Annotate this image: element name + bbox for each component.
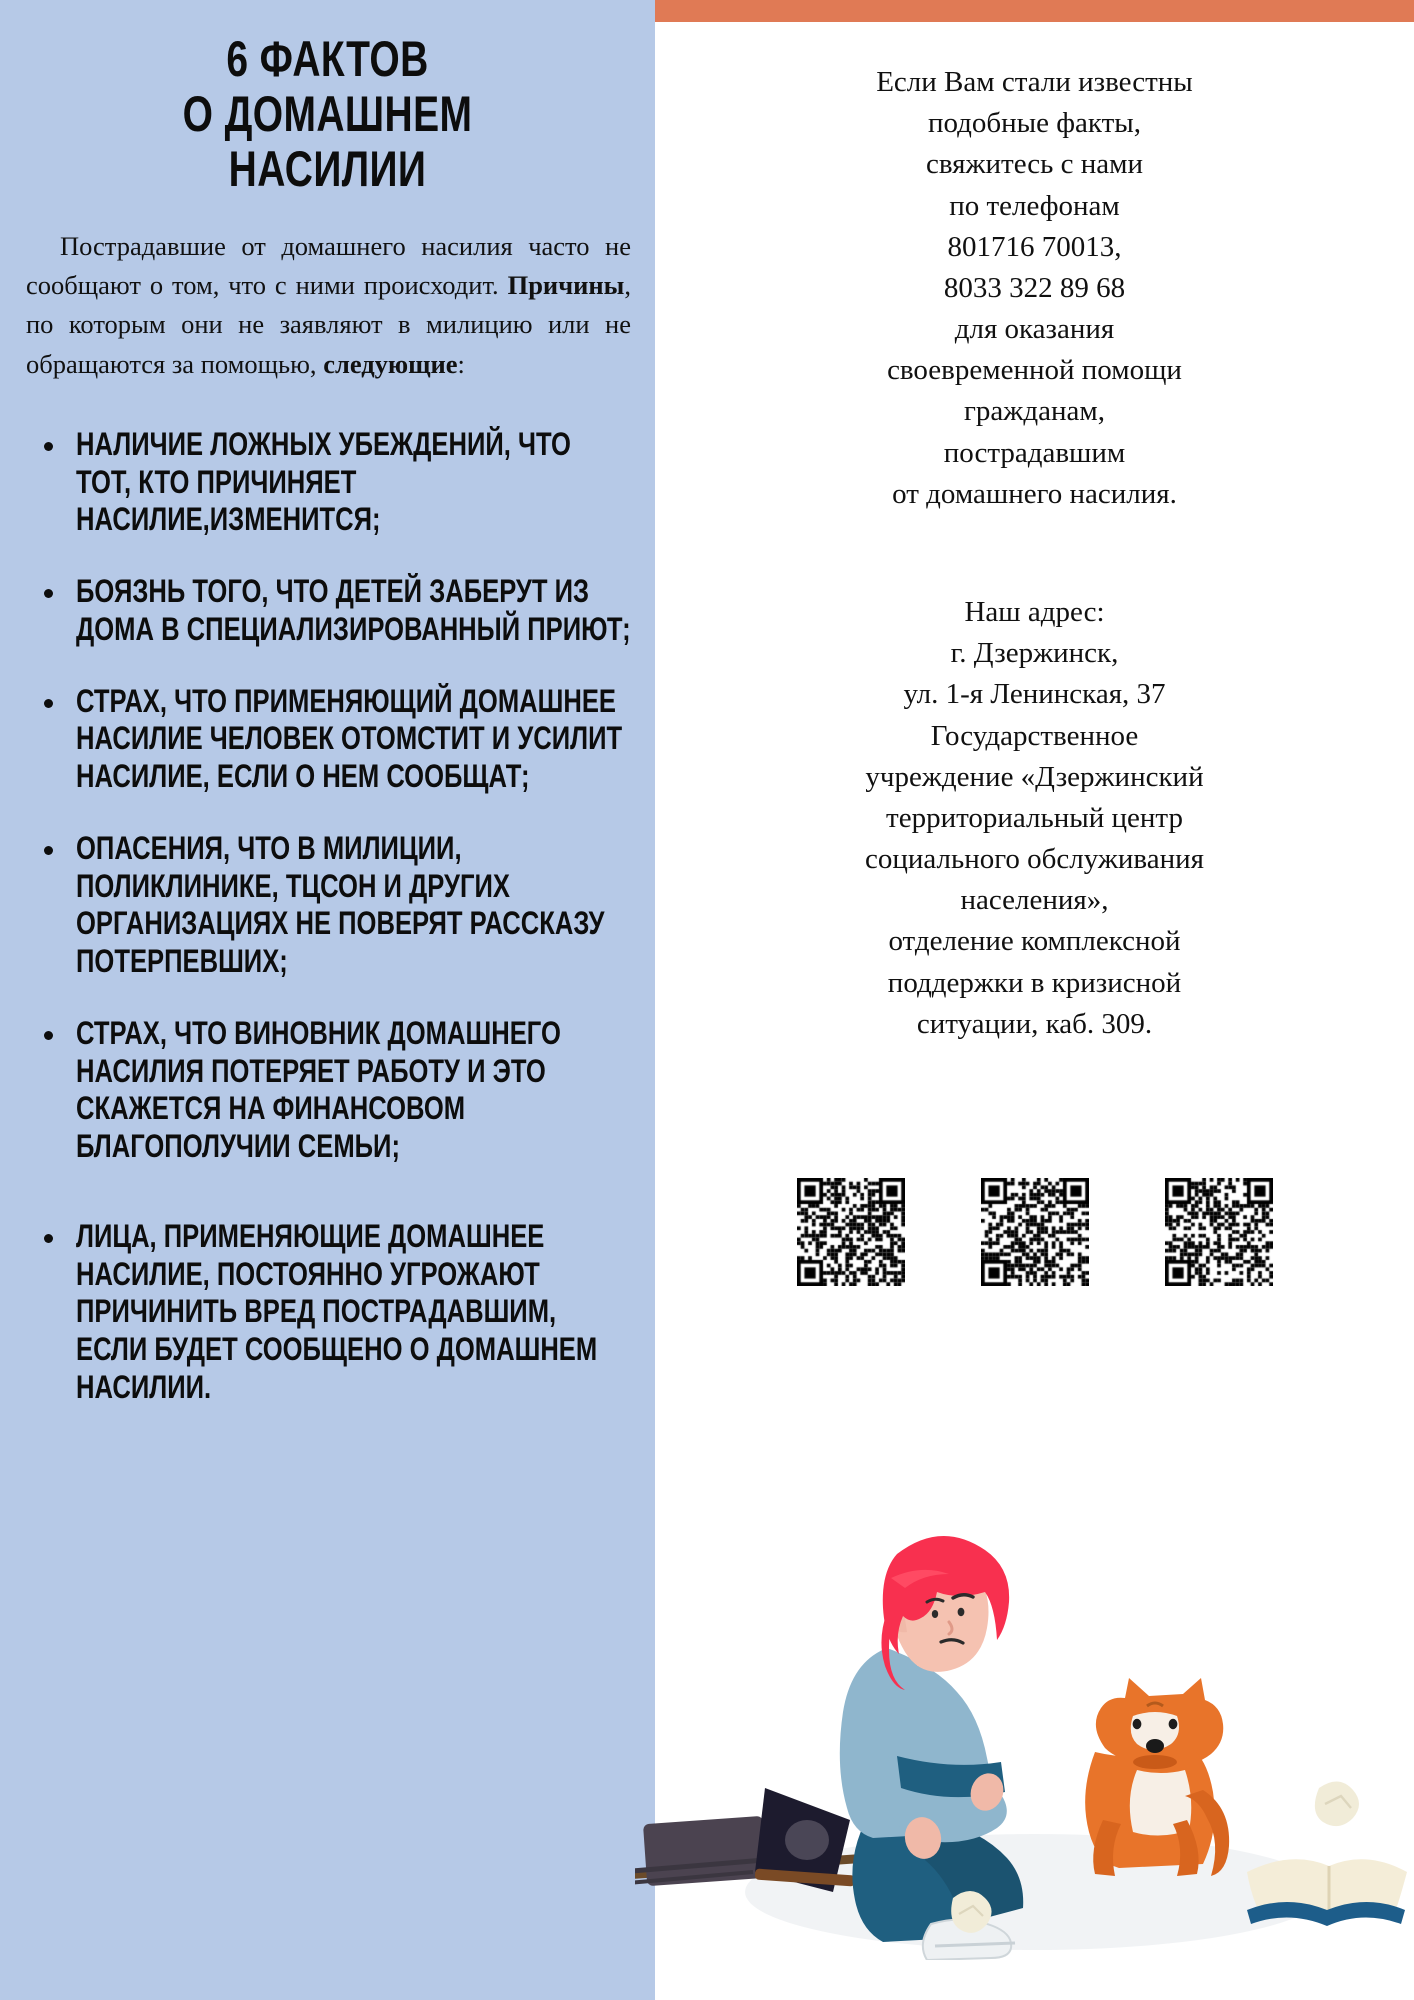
page-title <box>86 32 569 197</box>
phone-number-2: 8033 322 89 68 <box>943 271 1126 304</box>
address-line: ситуации, каб. 309. <box>916 1007 1153 1040</box>
contact-line: Если Вам стали известны <box>876 66 1193 98</box>
fact-text-5: СТРАХ, ЧТО ВИНОВНИК ДОМАШНЕГО НАСИЛИЯ ПОТЕРЯЕТ РАБОТУ И ЭТО СКАЖЕТСЯ НА ФИНАНСОВОМ БЛАГОПОЛУЧИИ СЕМЬИ; <box>76 1014 561 1165</box>
fact-item-5 <box>36 1015 633 1166</box>
woman-sitting-with-dog-illustration <box>635 1520 1414 1960</box>
address-line: социального обслуживания <box>864 843 1204 876</box>
intro-text-1: Пострадавшие от домашнего насилия часто не сообщают о том, что с ними происходит. <box>26 231 631 301</box>
title-line-2: О ДОМАШНЕМ НАСИЛИИ <box>182 86 473 197</box>
contact-line: своевременной помощи <box>887 354 1182 387</box>
contact-block <box>655 62 1414 515</box>
facts-list <box>18 426 637 1407</box>
right-panel <box>655 0 1414 2000</box>
fact-text-3: СТРАХ, ЧТО ПРИМЕНЯЮЩИЙ ДОМАШНЕЕ НАСИЛИЕ ЧЕЛОВЕК ОТОМСТИТ И УСИЛИТ НАСИЛИЕ, ЕСЛИ О НЕМ СООБЩАТ; <box>76 682 623 795</box>
title-line-1: 6 ФАКТОВ <box>226 31 429 87</box>
accent-bar <box>655 0 1414 22</box>
contact-line: подобные факты, <box>927 107 1142 140</box>
fact-item-6 <box>36 1218 633 1407</box>
fact-text-4: ОПАСЕНИЯ, ЧТО В МИЛИЦИИ, ПОЛИКЛИНИКЕ, ТЦСОН И ДРУГИХ ОРГАНИЗАЦИЯХ НЕ ПОВЕРЯТ РАССКАЗУ ПОТЕРПЕВШИХ; <box>76 829 605 980</box>
fact-item-1 <box>36 426 633 539</box>
intro-bold-sleduyushchie: следующие <box>323 348 458 379</box>
fact-text-2: БОЯЗНЬ ТОГО, ЧТО ДЕТЕЙ ЗАБЕРУТ ИЗ ДОМА В СПЕЦИАЛИЗИРОВАННЫЙ ПРИЮТ; <box>76 573 631 647</box>
qr-code-row <box>655 1178 1414 1286</box>
fact-text-1: НАЛИЧИЕ ЛОЖНЫХ УБЕЖДЕНИЙ, ЧТО ТОТ, КТО ПРИЧИНЯЕТ НАСИЛИЕ,ИЗМЕНИТСЯ; <box>76 425 571 538</box>
contact-line: от домашнего насилия. <box>892 477 1177 510</box>
fact-text-6: ЛИЦА, ПРИМЕНЯЮЩИЕ ДОМАШНЕЕ НАСИЛИЕ, ПОСТОЯННО УГРОЖАЮТ ПРИЧИНИТЬ ВРЕД ПОСТРАДАВШИМ, ЕСЛИ БУДЕТ СООБЩЕНО О ДОМАШНЕМ НАСИЛИИ. <box>76 1217 598 1405</box>
address-line: поддержки в кризисной <box>887 966 1182 999</box>
address-block <box>655 592 1414 1045</box>
phone-number-1: 801716 70013, <box>947 230 1122 263</box>
address-heading: Наш адрес: <box>964 596 1105 628</box>
address-line: ул. 1-я Ленинская, 37 <box>903 678 1166 711</box>
address-line: Государственное <box>930 719 1139 752</box>
address-line: населения», <box>960 884 1109 917</box>
address-line: отделение комплексной <box>888 925 1181 958</box>
qr-code-1-icon[interactable] <box>797 1178 905 1286</box>
left-panel <box>0 0 655 2000</box>
qr-code-3-icon[interactable] <box>1165 1178 1273 1286</box>
intro-paragraph <box>26 227 631 384</box>
intro-bold-prichiny: Причины <box>507 270 625 301</box>
contact-line: по телефонам <box>949 189 1120 222</box>
intro-text-2: , по которым они не заявляют в милицию или не обращаются за помощью, <box>26 270 631 379</box>
fact-item-3 <box>36 683 633 796</box>
address-line: г. Дзержинск, <box>950 637 1119 670</box>
contact-line: для оказания <box>954 313 1115 346</box>
contact-line: пострадавшим <box>943 436 1126 469</box>
intro-text-3: : <box>457 348 465 379</box>
qr-code-2-icon[interactable] <box>981 1178 1089 1286</box>
address-line: учреждение «Дзержинский <box>865 760 1204 793</box>
fact-item-2 <box>36 573 633 649</box>
address-line: территориальный центр <box>886 801 1183 834</box>
fact-item-4 <box>36 830 633 981</box>
contact-line: свяжитесь с нами <box>925 148 1144 181</box>
contact-line: гражданам, <box>964 395 1105 428</box>
